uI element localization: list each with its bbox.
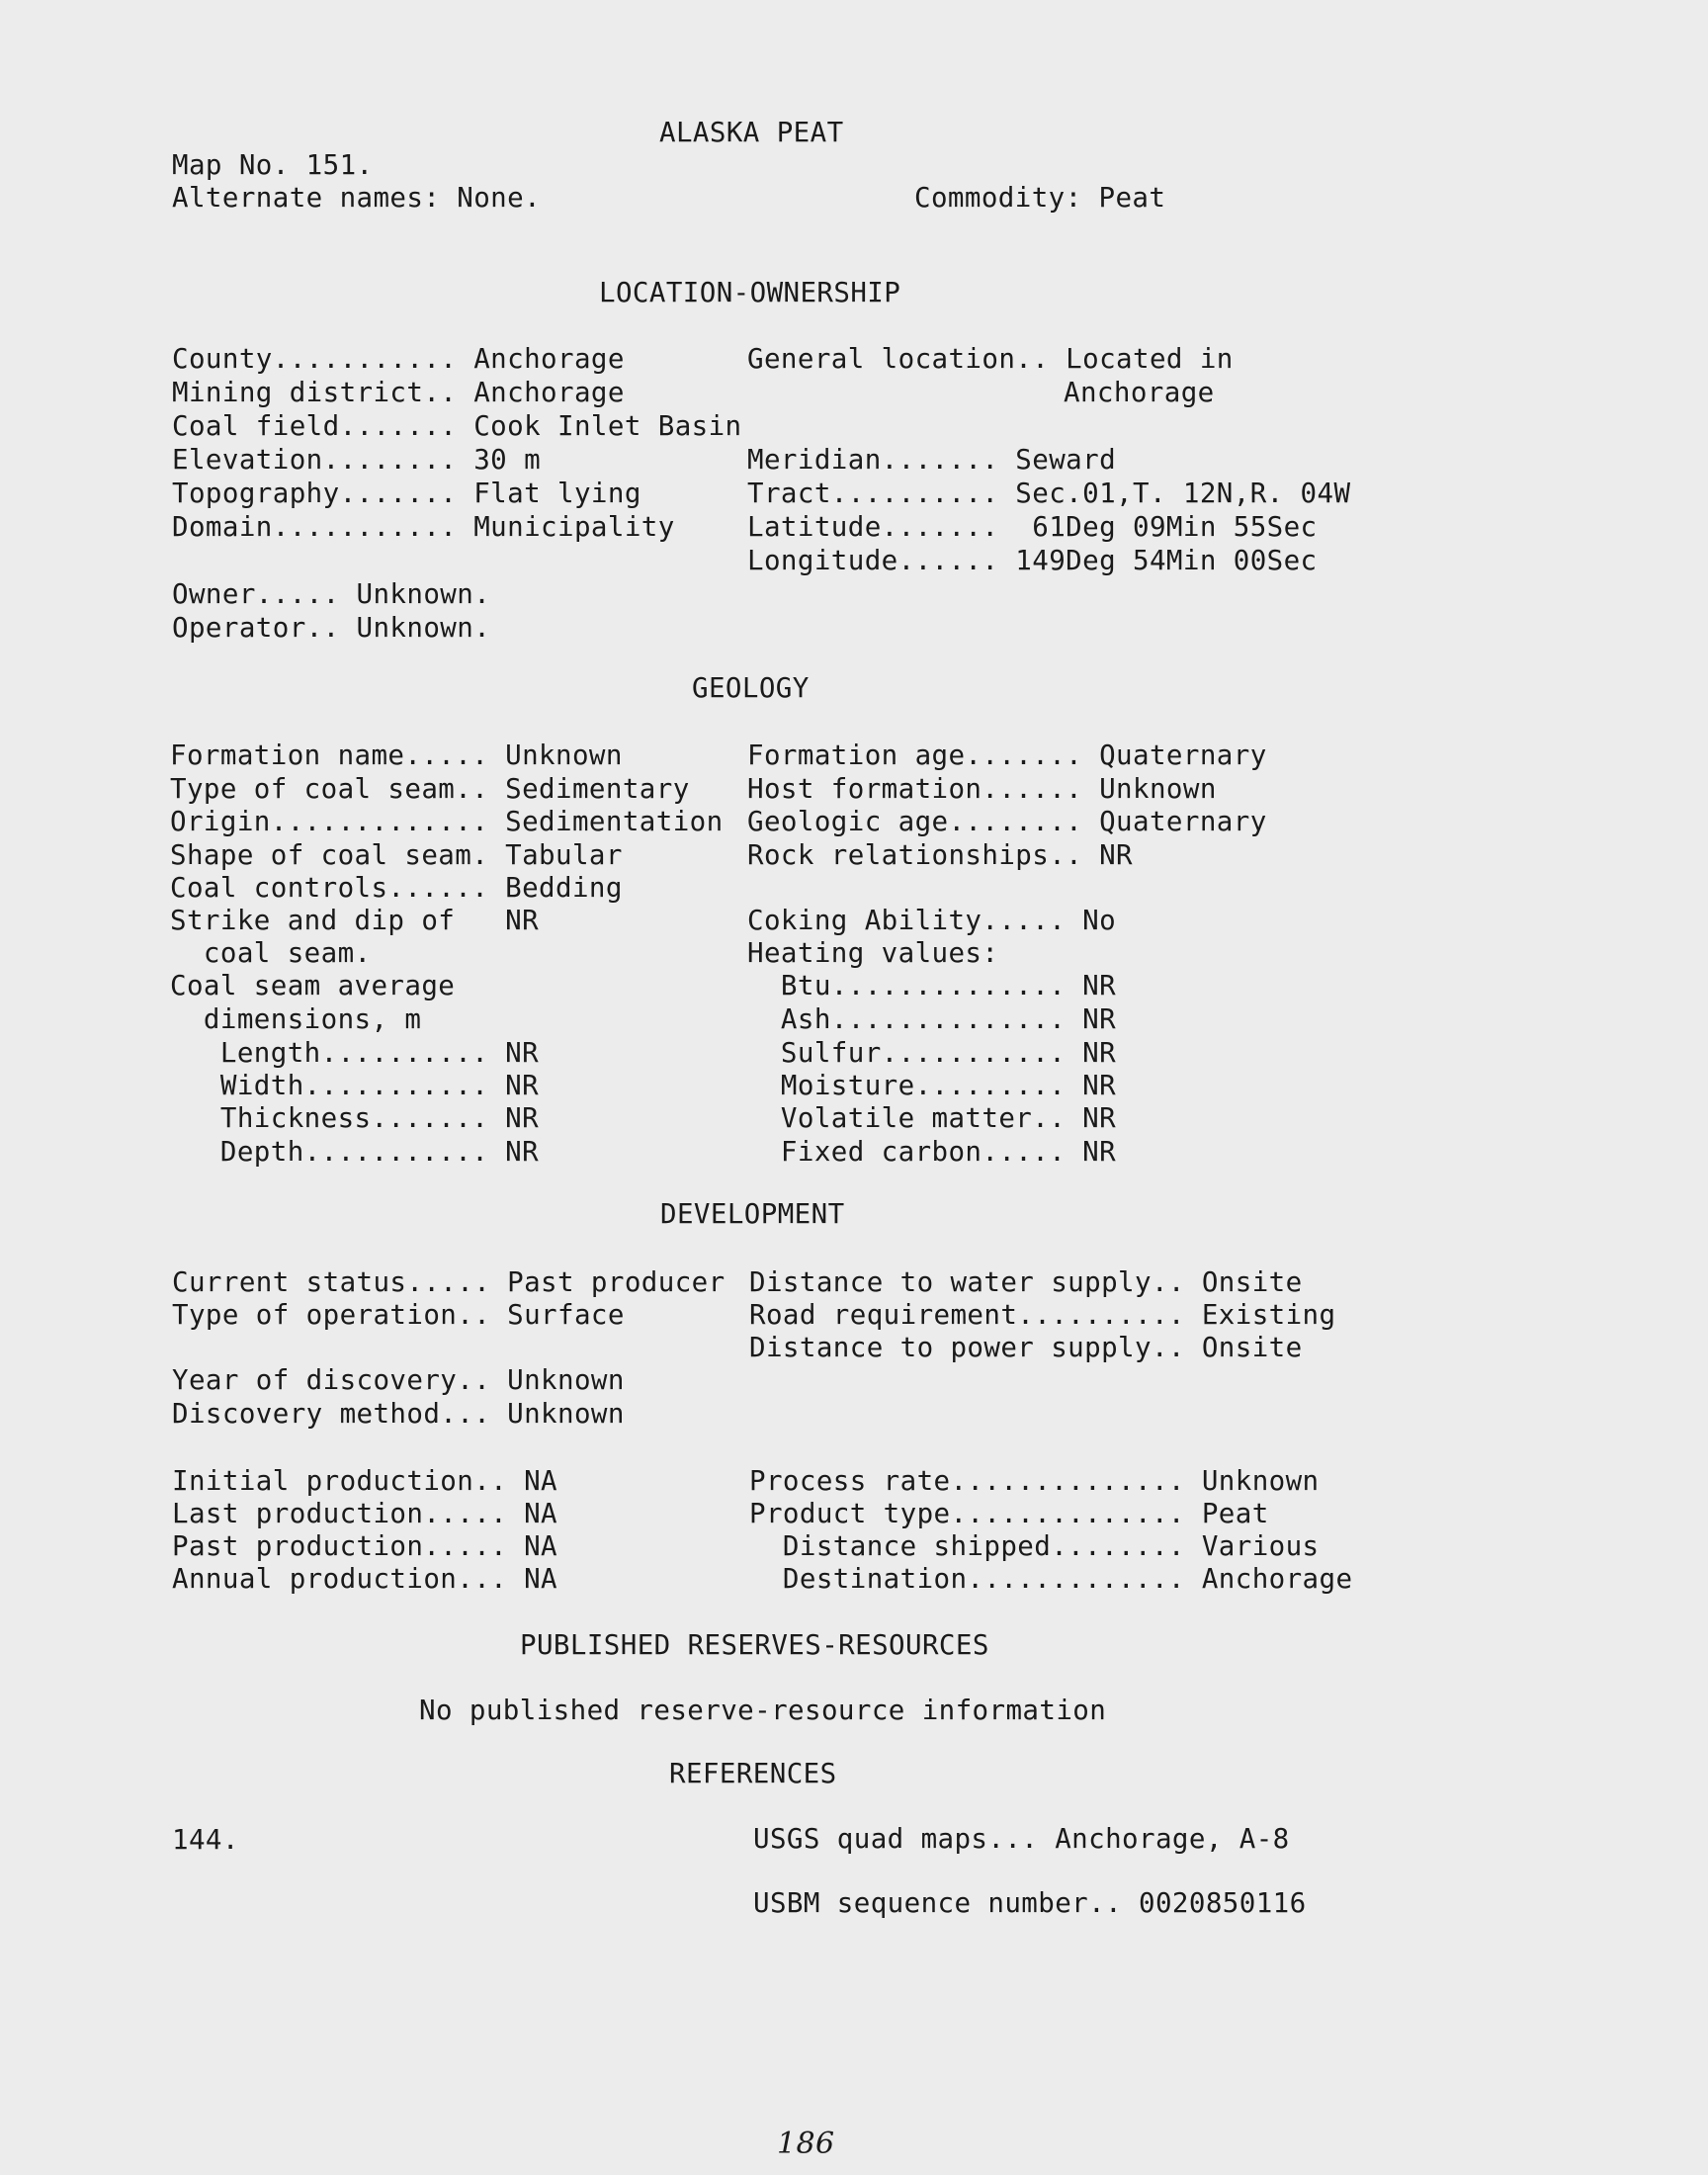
- document-title: ALASKA PEAT: [659, 117, 844, 148]
- field-current-status: Current status..... Past producer: [172, 1266, 726, 1298]
- field-formation-age: Formation age....... Quaternary: [747, 740, 1267, 771]
- field-heating-values: Heating values:: [747, 937, 999, 969]
- field-length: Length.......... NR: [170, 1037, 540, 1069]
- field-origin: Origin............. Sedimentation: [170, 806, 724, 837]
- field-meridian: Meridian....... Seward: [747, 444, 1117, 476]
- field-topography: Topography....... Flat lying: [172, 478, 641, 509]
- field-county: County........... Anchorage: [172, 343, 625, 375]
- field-dimensions: dimensions, m: [170, 1003, 422, 1035]
- reserves-text: No published reserve-resource information: [419, 1695, 1107, 1726]
- field-coal-field: Coal field....... Cook Inlet Basin: [172, 410, 742, 442]
- field-elevation: Elevation........ 30 m: [172, 444, 542, 476]
- field-shape-of-coal-seam: Shape of coal seam. Tabular: [170, 839, 623, 871]
- field-product-type: Product type.............. Peat: [749, 1498, 1269, 1529]
- field-volatile-matter: Volatile matter.. NR: [747, 1102, 1117, 1134]
- field-fixed-carbon: Fixed carbon..... NR: [747, 1136, 1117, 1168]
- field-destination: Destination............. Anchorage: [749, 1563, 1353, 1595]
- field-coal-controls: Coal controls...... Bedding: [170, 872, 623, 904]
- commodity: Commodity: Peat: [914, 182, 1166, 214]
- field-owner: Owner..... Unknown.: [172, 578, 491, 610]
- section-heading-development: DEVELOPMENT: [660, 1198, 845, 1230]
- field-host-formation: Host formation...... Unknown: [747, 773, 1217, 805]
- field-width: Width........... NR: [170, 1070, 540, 1101]
- section-heading-reserves: PUBLISHED RESERVES-RESOURCES: [520, 1629, 989, 1661]
- field-process-rate: Process rate.............. Unknown: [749, 1465, 1320, 1497]
- field-depth: Depth........... NR: [170, 1136, 540, 1168]
- field-distance-power: Distance to power supply.. Onsite: [749, 1332, 1303, 1363]
- map-number: Map No. 151.: [172, 149, 374, 181]
- reference-sequence-number: USBM sequence number.. 0020850116: [753, 1887, 1307, 1919]
- field-last-production: Last production..... NA: [172, 1498, 557, 1529]
- field-formation-name: Formation name..... Unknown: [170, 740, 623, 771]
- field-thickness: Thickness....... NR: [170, 1102, 540, 1134]
- reference-number: 144.: [172, 1824, 239, 1856]
- reference-quad-maps: USGS quad maps... Anchorage, A-8: [753, 1823, 1290, 1855]
- field-general-location: General location.. Located in: [747, 343, 1234, 375]
- field-rock-relationships: Rock relationships.. NR: [747, 839, 1133, 871]
- field-latitude: Latitude....... 61Deg 09Min 55Sec: [747, 511, 1318, 543]
- field-distance-shipped: Distance shipped........ Various: [749, 1530, 1320, 1562]
- field-ash: Ash.............. NR: [747, 1003, 1117, 1035]
- field-year-of-discovery: Year of discovery.. Unknown: [172, 1364, 625, 1396]
- field-tract: Tract.......... Sec.01,T. 12N,R. 04W: [747, 478, 1351, 509]
- field-distance-water: Distance to water supply.. Onsite: [749, 1266, 1303, 1298]
- section-heading-references: REFERENCES: [669, 1758, 837, 1789]
- field-mining-district: Mining district.. Anchorage: [172, 377, 625, 408]
- section-heading-geology: GEOLOGY: [692, 672, 810, 704]
- field-strike-and-dip-cont: coal seam.: [170, 937, 372, 969]
- field-domain: Domain........... Municipality: [172, 511, 675, 543]
- section-heading-location-ownership: LOCATION-OWNERSHIP: [599, 277, 901, 308]
- page-number: 186: [777, 2127, 835, 2161]
- field-initial-production: Initial production.. NA: [172, 1465, 557, 1497]
- field-strike-and-dip: Strike and dip of NR: [170, 905, 540, 936]
- field-type-of-coal-seam: Type of coal seam.. Sedimentary: [170, 773, 690, 805]
- field-road-requirement: Road requirement.......... Existing: [749, 1299, 1336, 1331]
- field-sulfur: Sulfur........... NR: [747, 1037, 1117, 1069]
- field-operator: Operator.. Unknown.: [172, 612, 491, 644]
- field-coal-seam-average: Coal seam average: [170, 970, 456, 1001]
- field-geologic-age: Geologic age........ Quaternary: [747, 806, 1267, 837]
- field-longitude: Longitude...... 149Deg 54Min 00Sec: [747, 545, 1318, 576]
- field-general-location-cont: Anchorage: [1064, 377, 1215, 408]
- field-past-production: Past production..... NA: [172, 1530, 557, 1562]
- field-moisture: Moisture......... NR: [747, 1070, 1117, 1101]
- alternate-names: Alternate names: None.: [172, 182, 542, 214]
- field-btu: Btu.............. NR: [747, 970, 1117, 1001]
- field-annual-production: Annual production... NA: [172, 1563, 557, 1595]
- field-type-of-operation: Type of operation.. Surface: [172, 1299, 625, 1331]
- field-discovery-method: Discovery method... Unknown: [172, 1398, 625, 1430]
- field-coking-ability: Coking Ability..... No: [747, 905, 1117, 936]
